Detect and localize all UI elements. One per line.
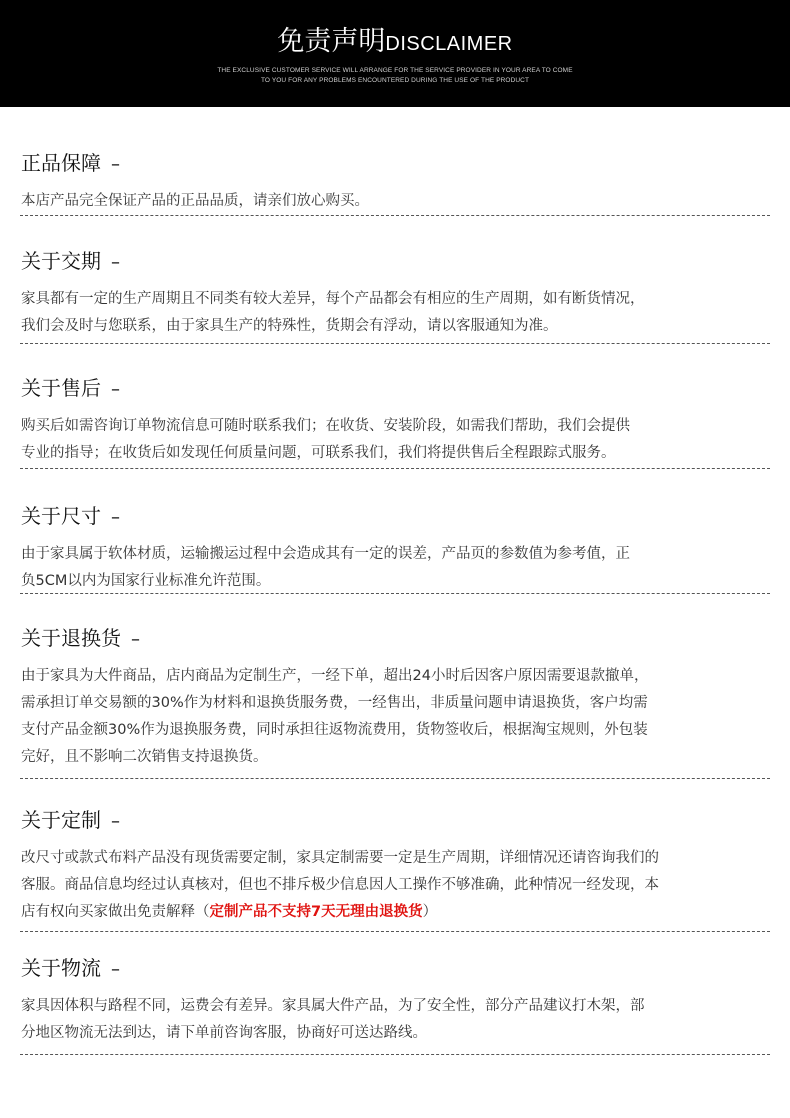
body-line: 本店产品完全保证产品的正品品质，请亲们放心购买。 — [21, 193, 369, 209]
section-dash: – — [111, 379, 120, 400]
section-after-sales — [21, 375, 769, 467]
section-title — [21, 807, 769, 835]
page-title — [0, 24, 790, 62]
disclaimer-header — [0, 0, 790, 107]
section-body — [21, 413, 769, 467]
section-size — [21, 503, 769, 595]
section-title-text: 关于尺寸 — [21, 504, 101, 528]
body-line: 购买后如需咨询订单物流信息可随时联系我们；在收货、安装阶段，如需我们帮助，我们会提供 — [21, 418, 630, 434]
section-delivery — [21, 248, 769, 340]
section-title-text: 正品保障 — [21, 151, 101, 175]
dashed-divider — [20, 1054, 770, 1055]
section-title — [21, 625, 769, 653]
dashed-divider — [20, 593, 770, 594]
body-line: 家具都有一定的生产周期且不同类有较大差异，每个产品都会有相应的生产周期，如有断货情况， — [21, 291, 645, 307]
body-line: 支付产品金额30%作为退换服务费，同时承担往返物流费用，货物签收后，根据淘宝规则，外包装 — [21, 722, 648, 738]
section-title-text: 关于退换货 — [21, 626, 121, 650]
section-title — [21, 150, 769, 178]
body-line: 专业的指导；在收货后如发现任何质量问题，可联系我们，我们将提供售后全程跟踪式服务。 — [21, 445, 616, 461]
dashed-divider — [20, 468, 770, 469]
body-line: 改尺寸或款式布料产品没有现货需要定制，家具定制需要一定是生产周期，详细情况还请咨询我们的 — [21, 850, 659, 866]
section-logistics — [21, 955, 769, 1047]
section-dash: – — [111, 959, 120, 980]
section-body — [21, 993, 769, 1047]
dashed-divider — [20, 931, 770, 932]
section-body — [21, 188, 769, 215]
body-line: 家具因体积与路程不同，运费会有差异。家具属大件产品，为了安全性，部分产品建议打木架，部 — [21, 998, 645, 1014]
section-dash: – — [131, 629, 140, 650]
header-subtitle — [0, 66, 790, 86]
section-title — [21, 248, 769, 276]
section-customization — [21, 807, 769, 926]
body-line: 负5CM以内为国家行业标准允许范围。 — [21, 573, 271, 589]
section-title-text: 关于售后 — [21, 376, 101, 400]
section-title-text: 关于定制 — [21, 808, 101, 832]
subtitle-line-2: TO YOU FOR ANY PROBLEMS ENCOUNTERED DURING THE USE OF THE PRODUCT — [260, 77, 530, 84]
body-line: 由于家具为大件商品，店内商品为定制生产，一经下单，超出24小时后因客户原因需要退款撤单， — [21, 668, 649, 684]
section-title — [21, 375, 769, 403]
body-line: 完好，且不影响二次销售支持退换货。 — [21, 749, 268, 765]
title-en: DISCLAIMER — [385, 33, 513, 55]
section-dash: – — [111, 811, 120, 832]
body-line: 我们会及时与您联系，由于家具生产的特殊性，货期会有浮动，请以客服通知为准。 — [21, 318, 558, 334]
body-line: 由于家具属于软体材质，运输搬运过程中会造成其有一定的误差，产品页的参数值为参考值，正 — [21, 546, 630, 562]
section-title — [21, 955, 769, 983]
body-line: 需承担订单交易额的30%作为材料和退换货服务费，一经售出，非质量问题申请退换货，客户均需 — [21, 695, 648, 711]
custom-no-return-notice: 定制产品不支持7天无理由退换货 — [209, 904, 423, 920]
subtitle-line-1: THE EXCLUSIVE CUSTOMER SERVICE WILL ARRANGE FOR THE SERVICE PROVIDER IN YOUR AREA TO COME — [217, 67, 573, 74]
dashed-divider — [20, 215, 770, 216]
section-dash: – — [111, 252, 120, 273]
section-authentic — [21, 150, 769, 215]
dashed-divider — [20, 343, 770, 344]
body-line: 分地区物流无法到达，请下单前咨询客服，协商好可送达路线。 — [21, 1025, 427, 1041]
section-body — [21, 541, 769, 595]
body-line: 客服。商品信息均经过认真核对，但也不排斥极少信息因人工操作不够准确，此种情况一经发现，本 — [21, 877, 659, 893]
section-returns — [21, 625, 769, 771]
body-line-suffix: ） — [422, 904, 438, 920]
section-body — [21, 845, 769, 926]
section-dash: – — [111, 154, 120, 175]
body-line-prefix: 店有权向买家做出免责解释（ — [21, 904, 210, 920]
section-title — [21, 503, 769, 531]
dashed-divider — [20, 778, 770, 779]
section-body — [21, 663, 769, 771]
section-title-text: 关于交期 — [21, 249, 101, 273]
section-body — [21, 286, 769, 340]
section-dash: – — [111, 507, 120, 528]
title-cn: 免责声明 — [277, 26, 386, 57]
section-title-text: 关于物流 — [21, 956, 101, 980]
